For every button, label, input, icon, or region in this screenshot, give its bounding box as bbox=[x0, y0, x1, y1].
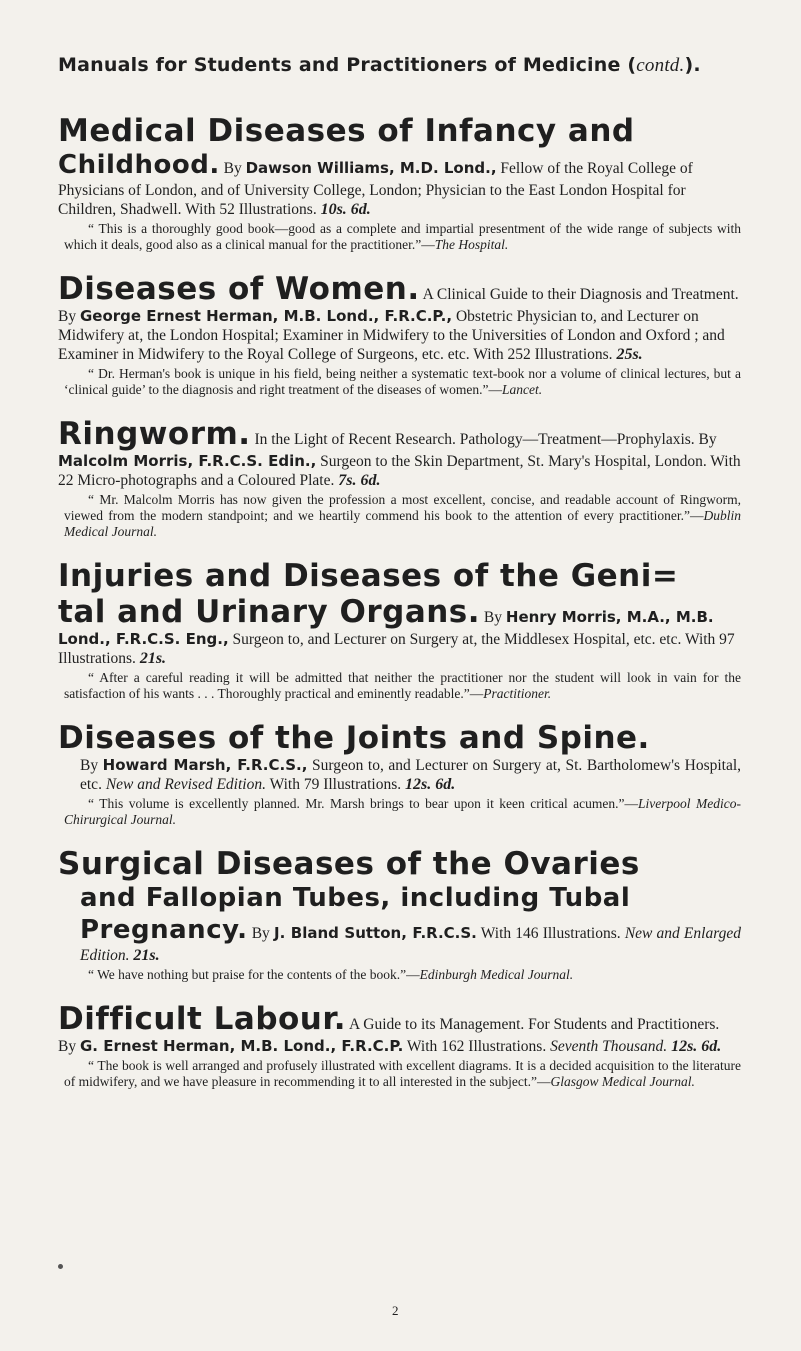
book-details: Surgeon to, and Lecturer on Surgery at, the Middlesex Hospital, etc. etc. With 97 Illustrations. bbox=[58, 631, 735, 667]
book-lead: A Clinical Guide to their Diagnosis and Treatment. By bbox=[58, 286, 739, 325]
review-source: Glasgow Medical Journal. bbox=[550, 1074, 695, 1089]
review-text: “ This is a thoroughly good book—good as a complete and impartial presentment of the wide range of subjects with which it deals, good also as a clinical manual for the practitioner.”— bbox=[64, 221, 741, 252]
book-description bbox=[58, 756, 741, 794]
book-description bbox=[58, 594, 741, 668]
book-author: J. Bland Sutton, F.R.C.S. bbox=[273, 924, 477, 942]
review-source: The Hospital. bbox=[434, 237, 509, 252]
book-title-cont: and Fallopian Tubes, including Tubal bbox=[80, 883, 631, 913]
review-text: “ This volume is excellently planned. Mr. Marsh brings to bear upon it keen critical acumen.”— bbox=[88, 796, 639, 811]
book-review bbox=[58, 366, 741, 398]
book-review bbox=[58, 967, 741, 983]
book-author: Malcolm Morris, F.R.C.S. Edin., bbox=[58, 452, 317, 470]
page-number: 2 bbox=[392, 1303, 399, 1318]
book-details: With 146 Illustrations. bbox=[480, 925, 621, 942]
book-details: Obstetric Physician to, and Lecturer on Midwifery at, the London Hospital; Examiner in Midwifery to the Universities of London and Oxford ; and Examiner in Midwifery to the Royal College of Surgeons, etc. etc. With 252 Illustrations. bbox=[58, 308, 725, 363]
book-entry bbox=[58, 720, 741, 828]
header-text: Manuals for Students and Practitioners of Medicine ( bbox=[58, 54, 637, 76]
review-source: Practitioner. bbox=[483, 686, 552, 701]
by-text: By bbox=[80, 757, 99, 774]
header-contd: contd. bbox=[636, 55, 685, 76]
book-title: Surgical Diseases of the Ovaries bbox=[58, 846, 640, 882]
book-description bbox=[58, 149, 741, 219]
book-title: Ringworm. bbox=[58, 416, 251, 452]
by-text: By bbox=[223, 160, 242, 177]
by-text: By bbox=[251, 925, 270, 942]
review-source: Liverpool Medico-Chirurgical Journal. bbox=[64, 796, 741, 827]
book-entry bbox=[58, 1001, 741, 1090]
book-entry bbox=[58, 113, 741, 253]
book-price: 7s. 6d. bbox=[338, 472, 381, 489]
book-author: Henry Morris, M.A., M.B. Lond., F.R.C.S. Eng., bbox=[58, 608, 714, 648]
book-entry bbox=[58, 558, 741, 702]
book-description bbox=[58, 271, 741, 364]
book-entry bbox=[58, 846, 741, 983]
book-review bbox=[58, 492, 741, 540]
review-text: “ Mr. Malcolm Morris has now given the profession a most excellent, concise, and readable account of Ringworm, viewed from the modern standpoint; and we heartily commend his book to the attention of every practitioner.”— bbox=[64, 492, 741, 523]
book-review bbox=[58, 221, 741, 253]
book-edition: New and Enlarged Edition. bbox=[80, 925, 742, 964]
book-review bbox=[58, 1058, 741, 1090]
book-title: Diseases of the Joints and Spine. bbox=[58, 720, 650, 756]
book-details: Surgeon to, and Lecturer on Surgery at, St. Bartholomew's Hospital, etc. bbox=[80, 757, 742, 793]
book-author: G. Ernest Herman, M.B. Lond., F.R.C.P. bbox=[79, 1037, 404, 1055]
book-title-cont: Childhood. bbox=[58, 150, 220, 180]
book-edition: Seventh Thousand. bbox=[550, 1038, 668, 1055]
book-review bbox=[58, 796, 741, 828]
book-description bbox=[58, 416, 741, 490]
book-author: Dawson Williams, M.D. Lond., bbox=[245, 159, 497, 177]
book-title-end: Pregnancy. bbox=[80, 915, 248, 945]
book-author: Howard Marsh, F.R.C.S., bbox=[102, 756, 308, 774]
by-text: By bbox=[483, 609, 503, 626]
book-price: 21s. bbox=[139, 650, 167, 667]
book-description bbox=[58, 914, 741, 965]
book-price: 21s. bbox=[133, 947, 160, 964]
review-source: Dublin Medical Journal. bbox=[64, 508, 741, 539]
bullet-dot bbox=[58, 1264, 63, 1269]
book-price: 25s. bbox=[616, 346, 643, 363]
book-lead: In the Light of Recent Research. Pathology—Treatment—Prophylaxis. By bbox=[254, 431, 717, 448]
book-price: 12s. 6d. bbox=[405, 776, 456, 793]
review-text: “ After a careful reading it will be admitted that neither the practitioner nor the student will look in vain for the satisfaction of his wants . . . Thoroughly practical and eminently readable.”— bbox=[64, 670, 741, 701]
book-description bbox=[58, 1001, 741, 1056]
book-price: 12s. 6d. bbox=[671, 1038, 722, 1055]
page-header bbox=[58, 54, 741, 77]
review-text: “ The book is well arranged and profusely illustrated with excellent diagrams. It is a decided acquisition to the literature of midwifery, and we have pleasure in recommending it to all interested in the subject.”— bbox=[64, 1058, 741, 1089]
book-price: 10s. 6d. bbox=[320, 201, 371, 218]
review-text: “ We have nothing but praise for the contents of the book.”— bbox=[88, 967, 420, 982]
book-title: Injuries and Diseases of the Geni= bbox=[58, 558, 679, 594]
book-review bbox=[58, 670, 741, 702]
book-author: George Ernest Herman, M.B. Lond., F.R.C.P., bbox=[79, 307, 453, 325]
book-entry bbox=[58, 271, 741, 398]
book-details: With 162 Illustrations. bbox=[406, 1038, 547, 1055]
book-title: Diseases of Women. bbox=[58, 271, 420, 307]
book-title: Medical Diseases of Infancy and bbox=[58, 113, 635, 149]
book-details: Surgeon to the Skin Department, St. Mary's Hospital, London. With 22 Micro-photographs and a Coloured Plate. bbox=[58, 453, 741, 489]
review-source: Lancet. bbox=[502, 382, 543, 397]
review-text: “ Dr. Herman's book is unique in his field, being neither a systematic text-book nor a volume of clinical lectures, but a ‘clinical guide’ to the diagnosis and right treatment of the diseases of women.”— bbox=[64, 366, 741, 397]
book-lead: A Guide to its Management. For Students and Practitioners. By bbox=[58, 1016, 720, 1055]
book-title: Difficult Labour. bbox=[58, 1001, 347, 1037]
book-entry bbox=[58, 416, 741, 540]
header-close: ). bbox=[684, 54, 701, 76]
review-source: Edinburgh Medical Journal. bbox=[419, 967, 574, 982]
book-details: Fellow of the Royal College of Physicians of London, and of University College, London; Physician to the East London Hospital for Children, Shadwell. With 52 Illustrations. bbox=[58, 160, 693, 218]
book-title-cont: tal and Urinary Organs. bbox=[58, 594, 481, 630]
book-illustrations: With 79 Illustrations. bbox=[269, 776, 402, 793]
book-edition: New and Revised Edition. bbox=[105, 776, 266, 793]
